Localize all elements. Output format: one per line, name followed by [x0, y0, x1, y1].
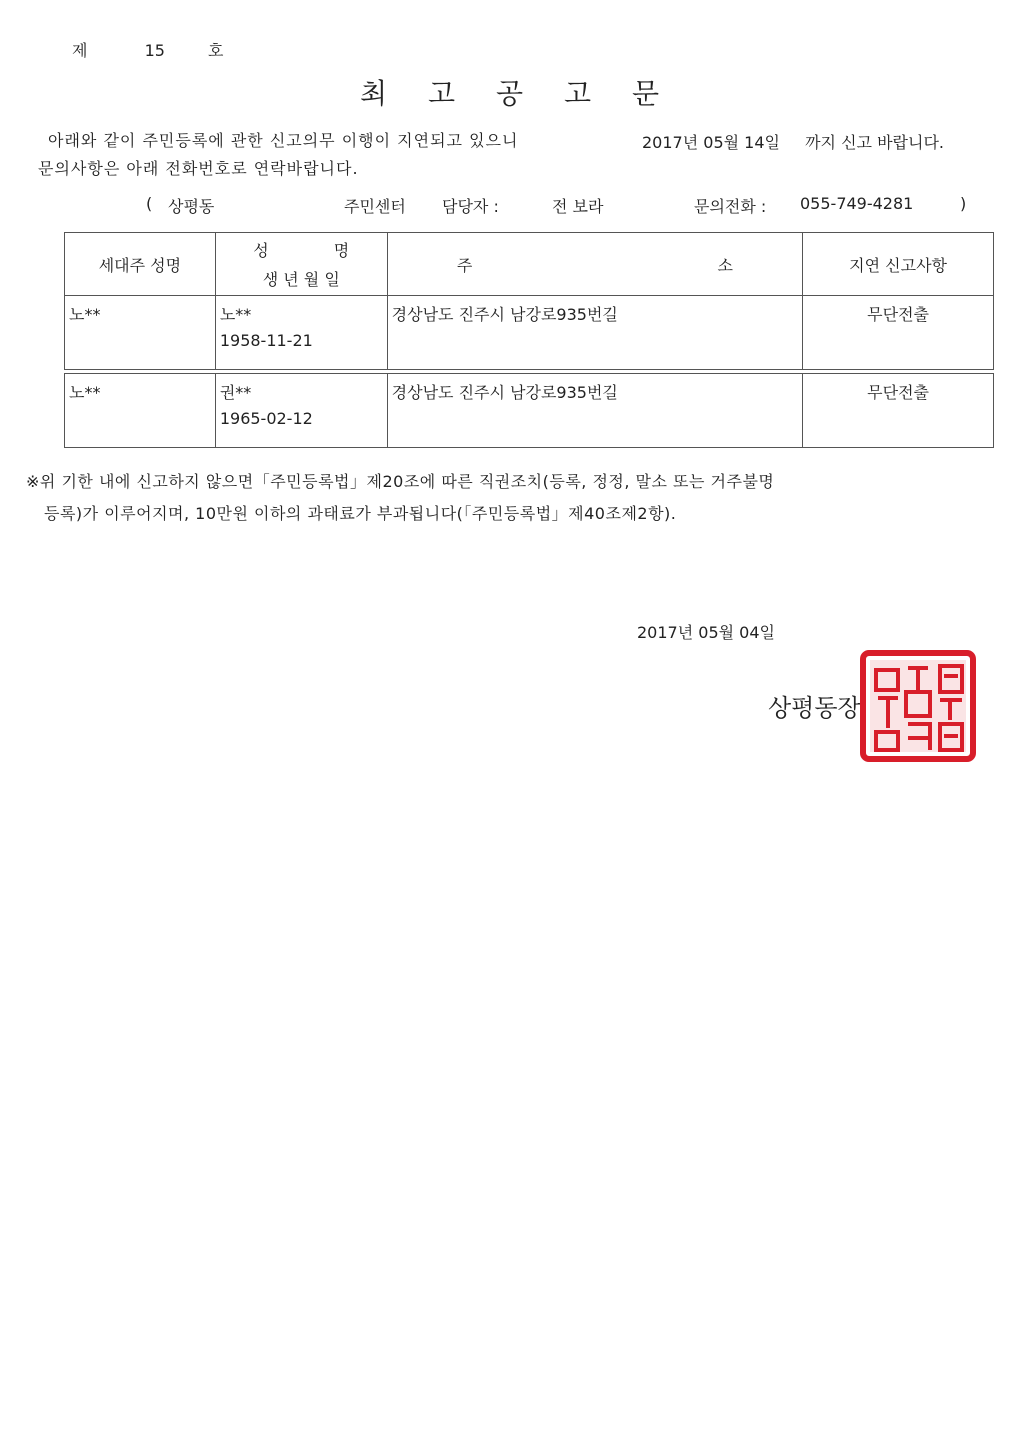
delinquent-table [64, 232, 994, 448]
deadline-date: 2017년 05월 14일 [642, 133, 780, 152]
signer-title: 상평동장 [768, 694, 861, 722]
document-number [72, 38, 223, 61]
table-header-row [65, 233, 994, 296]
intro-line-2: 문의사항은 아래 전화번호로 연락바랍니다. [38, 159, 359, 178]
title-char: 고 [564, 77, 592, 110]
header-head: 세대주 성명 [65, 233, 216, 296]
contact-open: ( [146, 194, 153, 213]
contact-phone-label: 문의전화 : [694, 197, 767, 216]
intro-line-1: 아래와 같이 주민등록에 관한 신고의무 이행이 지연되고 있으니 [48, 131, 519, 150]
cell-birth: 1965-02-12 [219, 409, 313, 428]
deadline-suffix: 까지 신고 바랍니다. [805, 133, 944, 152]
cell-report: 무단전출 [803, 296, 994, 370]
header-address: 주 소 [387, 233, 803, 296]
header-name-line2: 생 년 월 일 [262, 270, 340, 289]
header-name [215, 233, 387, 296]
notice-line-2: 등록)가 이루어지며, 10만원 이하의 과태료가 부과됩니다(「주민등록법」제40조제2항). [44, 504, 677, 523]
contact-phone: 055-749-4281 [800, 194, 914, 213]
title-char: 공 [496, 77, 524, 110]
legal-notice [26, 466, 986, 530]
cell-head: 노** [65, 296, 216, 370]
table-row [65, 296, 994, 370]
contact-center: 주민센터 [344, 197, 406, 216]
doc-number-prefix: 제 [72, 41, 88, 60]
notice-line-1: ※위 기한 내에 신고하지 않으면「주민등록법」제20조에 따른 직권조치(등록, 정정, 말소 또는 거주불명 [26, 472, 775, 491]
cell-report: 무단전출 [803, 374, 994, 448]
cell-birth: 1958-11-21 [219, 331, 313, 350]
contact-manager: 전 보라 [552, 197, 604, 216]
issue-date: 2017년 05월 04일 [637, 623, 775, 642]
cell-address: 경상남도 진주시 남강로935번길 [387, 374, 803, 448]
header-name-line1: 성 명 [253, 241, 350, 260]
cell-name-value: 노** [219, 305, 252, 324]
header-report: 지연 신고사항 [803, 233, 994, 296]
cell-head: 노** [65, 374, 216, 448]
doc-number-value: 15 [144, 41, 165, 60]
contact-district: 상평동 [168, 197, 215, 216]
cell-name-value: 권** [219, 383, 252, 402]
page-title [360, 72, 700, 112]
title-char: 문 [632, 77, 660, 110]
title-char: 고 [428, 77, 456, 110]
title-char: 최 [360, 77, 388, 110]
deadline-text [642, 130, 944, 153]
cell-address: 경상남도 진주시 남강로935번길 [387, 296, 803, 370]
contact-close: ) [960, 194, 967, 213]
cell-name [215, 374, 387, 448]
contact-manager-label: 담당자 : [442, 197, 499, 216]
doc-number-suffix: 호 [208, 41, 224, 60]
table-row [65, 374, 994, 448]
official-seal-icon [860, 650, 976, 762]
cell-name [215, 296, 387, 370]
